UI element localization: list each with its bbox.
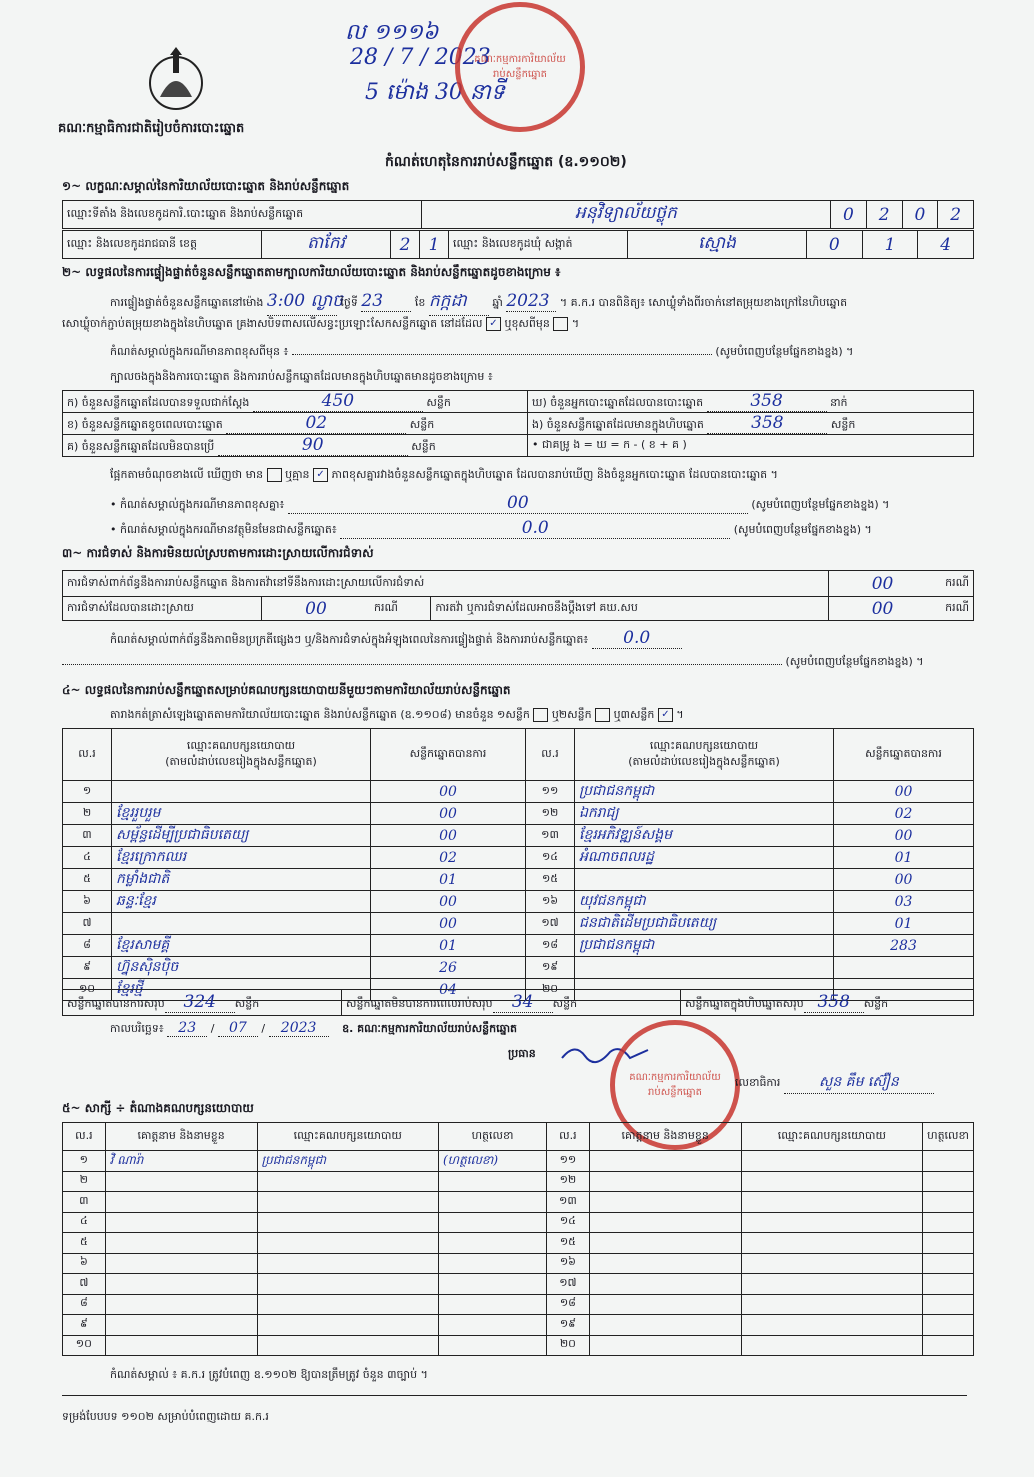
secretary-line: លេខាធិការ សួន គឹម ស៊ឿន (735, 1072, 934, 1094)
party-name: ខ្មែរសាមគ្គី (112, 935, 371, 957)
party-votes (834, 957, 974, 979)
witness-name (105, 1294, 257, 1315)
results-header: ល.រ ឈ្មោះគណបក្សនយោបាយ (តាមលំដាប់លេខរៀងក្នុងសន្លឹកឆ្នោត) សន្លឹកឆ្នោតបានការ ល.រ ឈ្មោះគណបក្សនយោបាយ (តាមលំដាប់លេខរៀងក្នុងសន្លឹកឆ្នោត) សន្លឹកឆ្នោតបានការ (63, 729, 974, 781)
witness-name (105, 1233, 257, 1254)
checkbox-no-diff[interactable]: ✓ (313, 468, 328, 482)
witness-no: ១៦ (547, 1253, 590, 1274)
section2-para5: ផ្អែកតាមចំណុចខាងលើ ឃើញថា មាន ឬគ្មាន ✓ ភាពខុសគ្នារវាងចំនួនសន្លឹកឆ្នោតក្នុងហិបឆ្នោត ដែលបានរាប់ឃើញ និងចំនួនអ្នកបោះឆ្នោត ដែលបានបោះឆ្នោត ។ (110, 468, 778, 481)
commune-code-2: 1 (862, 231, 918, 259)
station-code-2: 2 (866, 201, 902, 229)
party-votes: 04 (371, 979, 526, 1001)
witness-party (741, 1253, 922, 1274)
party-name: ប្រជាជនកម្ពុជា (575, 781, 834, 803)
witness-party (741, 1233, 922, 1254)
checkbox-has-diff[interactable] (267, 468, 282, 482)
witness-name (105, 1192, 257, 1213)
party-no: ៤ (63, 847, 112, 869)
section3-title: ៣~ ការជំទាស់ និងការមិនយល់ស្របតាមការដោះស្រាយលើការជំទាស់ (62, 546, 374, 560)
handwritten-ref-time: 5 ម៉ោង 30 នាទី (365, 80, 505, 105)
checkbox-unchanged[interactable]: ✓ (486, 317, 501, 331)
witness-signature (438, 1171, 546, 1192)
witness-signature (438, 1253, 546, 1274)
party-no: ១៣ (526, 825, 575, 847)
section2-title: ២~ លទ្ធផលនៃការផ្ទៀងផ្ទាត់ចំនួនសន្លឹកឆ្នោតតាមក្បាលការិយាល័យបោះឆ្នោត និងរាប់សន្លឹកឆ្នោតដូចខាងក្រោម ៖ (62, 265, 561, 279)
section1-table-row2 (62, 230, 974, 259)
witness-row (63, 1151, 974, 1172)
station-code-4: 2 (938, 201, 974, 229)
results-row (63, 935, 974, 957)
witness-no: ១៧ (547, 1274, 590, 1295)
witness-signature (438, 1212, 546, 1233)
commune-label: ឈ្មោះ និងលេខកូដឃុំ សង្កាត់ (449, 231, 628, 259)
checkbox-1-sheet[interactable] (533, 708, 548, 722)
section2-para1: ការផ្ទៀងផ្ទាត់ចំនួនសន្លឹកឆ្នោតនៅម៉ោង 3:00 ល្ងាច ថ្ងៃទី 23 ខែ កក្កដា ឆ្នាំ 2023 ។ គ.ក.រ បានពិនិត្យ៖ សោឃ្លុំទាំងពីរចាក់នៅតម្រុយខាងក្រៅនៃហិបឆ្នោត (110, 290, 980, 316)
date-line: កាលបរិច្ឆេទ៖ 23 / 07 / 2023 ឧ. គណៈកម្មការការិយាល័យរាប់សន្លឹកឆ្នោត (110, 1020, 518, 1036)
witness-signature (438, 1233, 546, 1254)
witness-no: ២០ (547, 1335, 590, 1356)
witness-party (257, 1274, 438, 1295)
witness-signature (923, 1335, 974, 1356)
witness-row (63, 1294, 974, 1315)
witness-signature (923, 1151, 974, 1172)
footer-text: ទម្រង់បែបបទ ១១០២ សម្រាប់បំពេញដោយ គ.ក.រ (62, 1410, 269, 1423)
party-name: ឯករាជ្យ (575, 803, 834, 825)
results-totals: សន្លឹកឆ្នោតបានការសរុប 324 សន្លឹក សន្លឹកឆ្នោតមិនបានការពេលរាប់សរុប 34 សន្លឹក សន្លឹកឆ្នោតក្នុងហិបឆ្នោតសរុប 358 សន្លឹក (62, 989, 974, 1016)
section4-title: ៤~ លទ្ធផលនៃការរាប់សន្លឹកឆ្នោតសម្រាប់គណបក្សនយោបាយនីមួយៗតាមការិយាល័យរាប់សន្លឹកឆ្នោត (62, 683, 511, 697)
hw-year: 2023 (506, 291, 556, 312)
witness-name (589, 1335, 741, 1356)
party-no: ៧ (63, 913, 112, 935)
official-stamp-top: គណៈកម្មការការិយាល័យរាប់សន្លឹកឆ្នោត (455, 2, 585, 132)
party-votes: 00 (834, 781, 974, 803)
witness-header: ល.រ គោត្តនាម និងនាមខ្លួន ឈ្មោះគណបក្សនយោបាយ ហត្ថលេខា ល.រ គោត្តនាម និងនាមខ្លួន ឈ្មោះគណបក្សនយោបាយ ហត្ថលេខា (63, 1123, 974, 1151)
results-row (63, 957, 974, 979)
witness-party (257, 1294, 438, 1315)
results-row (63, 891, 974, 913)
party-votes: 01 (371, 869, 526, 891)
witness-no: ៨ (63, 1294, 106, 1315)
section5-note: កំណត់សម្គាល់ ៖ គ.ក.រ ត្រូវបំពេញ ឧ.១១០២ ឱ្យបានត្រឹមត្រូវ ចំនួន ៣ច្បាប់ ។ (110, 1368, 428, 1381)
witness-row (63, 1253, 974, 1274)
checkbox-3-sheets[interactable]: ✓ (658, 708, 673, 722)
witness-no: ៦ (63, 1253, 106, 1274)
count-row-3: គ) ចំនួនសន្លឹកឆ្នោតដែលមិនបានប្រើ 90 សន្លឹក • ជាគម្រូ ង = ឃ = ក - ( ខ + គ ) (63, 435, 974, 457)
witness-no: ១២ (547, 1171, 590, 1192)
organization-name: គណៈកម្មាធិការជាតិរៀបចំការបោះឆ្នោត (58, 121, 245, 136)
handwritten-ref-date: 28 / 7 / 2023 (350, 45, 491, 70)
party-no: ២០ (526, 979, 575, 1001)
witness-row (63, 1335, 974, 1356)
witness-name (589, 1315, 741, 1336)
witness-name (105, 1212, 257, 1233)
witness-signature (438, 1294, 546, 1315)
witness-party (741, 1315, 922, 1336)
objection-table: ការជំទាស់ពាក់ព័ន្ធនឹងការរាប់សន្លឹកឆ្នោត និងការតវ៉ានៅទីនឹងការដោះស្រាយលើការជំទាស់ 00 ករណី ការជំទាស់ដែលបានដោះស្រាយ 00 ករណី ការតវ៉ា ឬការជំទាស់ដែលអាចនឹងប្តឹងទៅ គឃ.សប 00 ករណី (62, 570, 974, 621)
section2-para2: សោឃ្លុំចាក់ភ្ជាប់តម្រុយខាងក្នុងនៃហិបឆ្នោត គ្រងាសបិទពាសលើសន្ធះប្រឡោះសែកសន្លឹកឆ្នោត នៅដដែល ✓ ឬខុសពីមុន ។ (62, 317, 580, 330)
checkbox-changed[interactable] (553, 317, 568, 331)
witness-signature (923, 1315, 974, 1336)
party-no: ១៦ (526, 891, 575, 913)
witness-signature (438, 1274, 546, 1295)
party-name: អំណាចពលរដ្ឋ (575, 847, 834, 869)
party-name: សម្ព័ន្ធដើម្បីប្រជាធិបតេយ្យ (112, 825, 371, 847)
party-no: ៣ (63, 825, 112, 847)
witness-no: ១ (63, 1151, 106, 1172)
witness-no: ៣ (63, 1192, 106, 1213)
witness-party (257, 1212, 438, 1233)
section2-bullet2: • កំណត់សម្គាល់ក្នុងករណីមានវត្ថុមិនមែនជាសន្លឹកឆ្នោត៖ 0.0 (សូមបំពេញបន្ថែមផ្នែកខាងខ្នង) ។ (110, 518, 872, 538)
results-row (63, 825, 974, 847)
party-name: ប្រជាជនកម្ពុជា (575, 935, 834, 957)
count-row-1: ក) ចំនួនសន្លឹកឆ្នោតដែលបានទទួលជាក់ស្ដែង 450 សន្លឹក ឃ) ចំនួនអ្នកបោះឆ្នោតដែលបានបោះឆ្នោត 358 នាក់ (63, 391, 974, 413)
party-no: ១៤ (526, 847, 575, 869)
witness-signature (923, 1253, 974, 1274)
party-votes: 00 (371, 803, 526, 825)
witness-no: ១០ (63, 1335, 106, 1356)
witness-name (105, 1171, 257, 1192)
party-votes: 26 (371, 957, 526, 979)
hw-time: 3:00 ល្ងាច (267, 290, 337, 316)
province-value: តាកែវ (262, 231, 391, 259)
witness-party (741, 1171, 922, 1192)
party-votes: 283 (834, 935, 974, 957)
station-label: ឈ្មោះទីតាំង និងលេខកូដការិ.បោះឆ្នោត និងរាប់សន្លឹកឆ្នោត (63, 201, 422, 229)
witness-no: ១៨ (547, 1294, 590, 1315)
witness-no: ៩ (63, 1315, 106, 1336)
results-row (63, 781, 974, 803)
witness-party (257, 1335, 438, 1356)
witness-no: ១៤ (547, 1212, 590, 1233)
party-name: ខ្មែរក្រោកឈរ (112, 847, 371, 869)
commune-code-1: 0 (807, 231, 863, 259)
form-title: កំណត់ហេតុនៃការរាប់សន្លឹកឆ្នោត (ឧ.១១០២) (385, 154, 627, 170)
party-no: ២ (63, 803, 112, 825)
party-no: ១០ (63, 979, 112, 1001)
witness-row (63, 1171, 974, 1192)
party-votes: 01 (834, 847, 974, 869)
witness-row (63, 1274, 974, 1295)
section2-para3: កំណត់សម្គាល់ក្នុងករណីមានភាពខុសពីមុន ៖ (សូមបំពេញបន្ថែមផ្នែកខាងខ្នង) ។ (110, 345, 854, 358)
hw-month: កក្កដា (429, 290, 489, 316)
witness-name (589, 1212, 741, 1233)
witness-signature (438, 1315, 546, 1336)
party-no: ៥ (63, 869, 112, 891)
witness-signature (923, 1233, 974, 1254)
party-votes: 02 (834, 803, 974, 825)
witness-no: ១៩ (547, 1315, 590, 1336)
party-name: ខ្មែរថ្មី (112, 979, 371, 1001)
party-no: ១៩ (526, 957, 575, 979)
witness-party (257, 1171, 438, 1192)
witness-signature (923, 1294, 974, 1315)
witness-party (741, 1151, 922, 1172)
count-row-2: ខ) ចំនួនសន្លឹកឆ្នោតខូចពេលបោះឆ្នោត 02 សន្លឹក ង) ចំនួនសន្លឹកឆ្នោតដែលមានក្នុងហិបឆ្នោត 358 សន្លឹក (63, 413, 974, 435)
results-row (63, 803, 974, 825)
witness-no: ៧ (63, 1274, 106, 1295)
party-votes: 01 (834, 913, 974, 935)
section4-subtitle: តារាងកត់ត្រាសំឡេងឆ្នោតតាមការិយាល័យបោះឆ្នោត និងរាប់សន្លឹកឆ្នោត (ឧ.១១០៨) មានចំនួន ១សន្លឹក ឬ២សន្លឹក ឬ៣សន្លឹក ✓ ។ (110, 708, 684, 721)
witness-signature (438, 1192, 546, 1213)
witness-row (63, 1233, 974, 1254)
party-name (112, 781, 371, 803)
results-row (63, 869, 974, 891)
party-name: ខ្មែរអភិវឌ្ឍន៍សង្គម (575, 825, 834, 847)
witness-row (63, 1212, 974, 1233)
witness-name (589, 1294, 741, 1315)
station-code-1: 0 (831, 201, 867, 229)
witness-party (741, 1294, 922, 1315)
witness-no: ១៥ (547, 1233, 590, 1254)
party-name (112, 913, 371, 935)
witness-no: ៥ (63, 1233, 106, 1254)
witness-party (741, 1212, 922, 1233)
party-no: ១ (63, 781, 112, 803)
witness-signature (438, 1335, 546, 1356)
province-code-2: 1 (420, 231, 449, 259)
witness-no: ២ (63, 1171, 106, 1192)
party-votes: 00 (371, 913, 526, 935)
party-votes: 03 (834, 891, 974, 913)
witness-row (63, 1315, 974, 1336)
party-name: ខ្មែររួបរួម (112, 803, 371, 825)
witness-signature (923, 1212, 974, 1233)
witness-party (741, 1192, 922, 1213)
results-row (63, 913, 974, 935)
witness-signature (923, 1274, 974, 1295)
station-code-3: 0 (902, 201, 938, 229)
witness-name (105, 1315, 257, 1336)
party-no: ១២ (526, 803, 575, 825)
party-name (575, 869, 834, 891)
party-no: ១៧ (526, 913, 575, 935)
section1-table (62, 200, 974, 229)
witness-name: វិ ណារ៉ា (105, 1151, 257, 1172)
party-votes: 00 (371, 825, 526, 847)
chair-label: ប្រធាន (508, 1047, 536, 1060)
witness-name (589, 1233, 741, 1254)
witness-name (589, 1274, 741, 1295)
party-votes: 01 (371, 935, 526, 957)
witness-name (589, 1192, 741, 1213)
witness-no: ១១ (547, 1151, 590, 1172)
party-name: ជនជាតិដើមប្រជាធិបតេយ្យ (575, 913, 834, 935)
party-votes: 00 (834, 869, 974, 891)
checkbox-2-sheets[interactable] (595, 708, 610, 722)
party-name: យុវជនកម្ពុជា (575, 891, 834, 913)
province-label: ឈ្មោះ និងលេខកូដរាជធានី ខេត្ត (63, 231, 262, 259)
royal-emblem-icon (140, 45, 212, 117)
witness-party: ប្រជាជនកម្ពុជា (257, 1151, 438, 1172)
party-name: ឆន្ទៈខ្មែរ (112, 891, 371, 913)
witness-party (257, 1253, 438, 1274)
witness-party (257, 1315, 438, 1336)
witness-name (105, 1253, 257, 1274)
party-no: ៦ (63, 891, 112, 913)
results-row (63, 847, 974, 869)
station-value: អនុវិទ្យាល័យថ្លុក (422, 201, 831, 229)
party-no: ១១ (526, 781, 575, 803)
party-votes: 02 (371, 847, 526, 869)
handwritten-ref-number: ល ១១១៦ (345, 20, 439, 45)
commune-code-3: 4 (918, 231, 974, 259)
party-name (575, 957, 834, 979)
party-no: ១៨ (526, 935, 575, 957)
witness-party (741, 1335, 922, 1356)
witness-party (741, 1274, 922, 1295)
footer-divider (62, 1395, 967, 1396)
hw-day: 23 (361, 291, 411, 312)
witness-no: ៤ (63, 1212, 106, 1233)
witness-row (63, 1192, 974, 1213)
official-stamp-bottom: គណៈកម្មការការិយាល័យរាប់សន្លឹកឆ្នោត (610, 1020, 740, 1150)
section2-bullet1: • កំណត់សម្គាល់ក្នុងករណីមានភាពខុសគ្នា៖ 00 (សូមបំពេញបន្ថែមផ្នែកខាងខ្នង) ។ (110, 493, 890, 513)
witness-signature (923, 1171, 974, 1192)
witness-table (62, 1122, 974, 1356)
witness-party (257, 1233, 438, 1254)
section2-para4: ក្បាលចងក្នុងនិងការបោះឆ្នោត និងការរាប់សន្លឹកឆ្នោតដែលមានក្នុងហិបឆ្នោតមានដូចខាងក្រោម ៖ (110, 370, 493, 383)
witness-no: ១៣ (547, 1192, 590, 1213)
ballot-count-table (62, 390, 974, 457)
party-name: ហ្វ៊ុនស៊ិនប៉ិច (112, 957, 371, 979)
witness-name (105, 1274, 257, 1295)
party-votes: 00 (371, 891, 526, 913)
section1-title: ១~ លក្ខណៈសម្គាល់នៃការិយាល័យបោះឆ្នោត និងរាប់សន្លឹកឆ្នោត (62, 179, 350, 193)
witness-signature: (ហត្ថលេខា) (438, 1151, 546, 1172)
party-no: ១៥ (526, 869, 575, 891)
section3-note: កំណត់សម្គាល់ពាក់ព័ន្ធនឹងភាពមិនប្រក្រតីផ្សេងៗ ឬ/និងការជំទាស់ក្នុងអំឡុងពេលនៃការផ្ទៀងផ្ទាត់ និងការរាប់សន្លឹកឆ្នោត៖ 0.0 (110, 628, 682, 649)
witness-name (589, 1171, 741, 1192)
witness-name (589, 1151, 741, 1172)
party-name: កម្លាំងជាតិ (112, 869, 371, 891)
province-code-1: 2 (391, 231, 420, 259)
section5-title: ៥~ សាក្សី ÷ តំណាងគណបក្សនយោបាយ (62, 1101, 254, 1115)
party-votes: 00 (834, 825, 974, 847)
party-votes: 00 (371, 781, 526, 803)
section3-note-line: (សូមបំពេញបន្ថែមផ្នែកខាងខ្នង) ។ (62, 655, 924, 671)
party-no: ៩ (63, 957, 112, 979)
witness-signature (923, 1192, 974, 1213)
commune-value: ស្មោង (628, 231, 807, 259)
witness-name (589, 1253, 741, 1274)
witness-party (257, 1192, 438, 1213)
party-no: ៨ (63, 935, 112, 957)
witness-name (105, 1335, 257, 1356)
party-results-table (62, 728, 974, 1001)
